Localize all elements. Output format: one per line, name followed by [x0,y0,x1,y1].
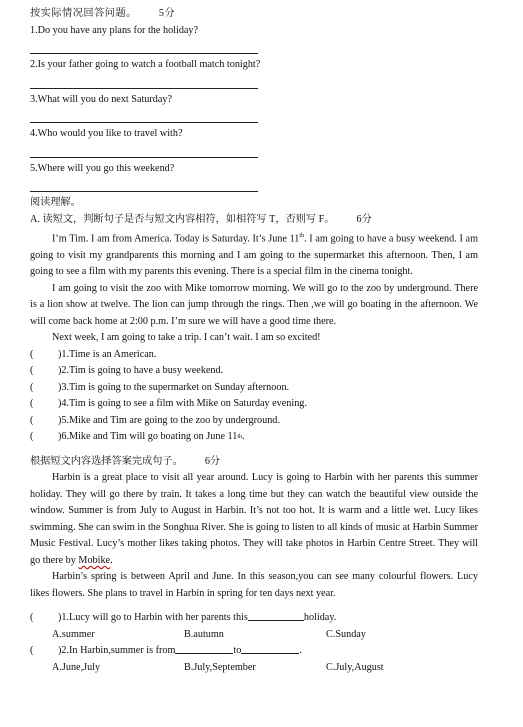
paragraph-text: Harbin is a great place to visit all year around. Lucy is going to Harbin with her parents this summer holiday. They will go there by train. It takes a long time but they can watch the beautiful view outside the window. Summer is from July to August in Harbin. It’s not too hot. It is warm and a little wet. Lucy likes swimming. She can swim in the Songhua River. She is going to listen to all kinds of music at Harbin Summer Music Festival. Lucy’s mother likes taking photos. They will take photos in Harbin Centre Street. They will go there by [30,472,478,566]
section1-title: 按实际情况回答问题。 [30,8,137,19]
question-text: 2.Is your father going to watch a football match tonight? [30,59,261,70]
paren-close: ) [58,431,62,443]
section3-header [30,454,478,471]
choice-options-1 [52,627,478,644]
fill-blank[interactable] [175,643,233,654]
answer-blank[interactable]: ( [30,381,34,393]
question-text: 4.Who would you like to travel with? [30,128,183,139]
part-a-points: 6分 [356,213,372,225]
answer-line[interactable] [30,74,258,89]
answer-blank[interactable]: ( [30,365,34,377]
answer-blank[interactable]: ( [30,431,34,443]
judge-item-3 [30,380,478,397]
option-b[interactable]: B.autumn [184,628,224,640]
paren-close: ) [58,365,62,377]
option-c[interactable]: C.July,August [326,661,384,673]
question-2 [30,57,478,89]
fill-blank[interactable] [248,610,304,621]
superscript: th [237,434,243,441]
question-text: holiday. [303,612,337,624]
answer-blank[interactable]: ( [30,348,34,360]
part-a-header [30,212,478,229]
question-1 [30,23,478,55]
option-c[interactable]: C.Sunday [326,628,366,640]
judge-item-6 [30,429,478,446]
superscript: th [299,233,305,239]
section3-points: 6分 [204,455,221,467]
answer-blank[interactable]: ( [30,612,34,624]
judge-item-2 [30,363,478,380]
paragraph-text: I’m Tim. I am from America. Today is Saturday. It’s June 11 [52,233,300,245]
choice-question-1 [30,610,478,627]
question-text: . [299,645,302,657]
item-text: . [242,431,245,443]
mobike-word: Mobike [78,554,111,566]
paragraph-text: . I am going to have a busy weekend. I am going to visit my grandparents this morning and I am going to the supermarket this afternoon. Then, I am going to see a film with my parents this evening. There is a special film in the cinema tonight. [30,233,478,278]
judge-item-5 [30,413,478,430]
reading-paragraph-1 [30,228,478,281]
paren-close: ) [58,348,62,360]
choice-options-2 [52,660,478,677]
judge-item-1 [30,347,478,364]
item-text: 2.Tim is going to have a busy weekend. [61,365,224,377]
section3-paragraph-2: Harbin’s spring is between April and June. In this season,you can see many colourful flowers. Lucy likes flowers. She plans to travel in Harbin in spring for ten days next year. [30,571,478,599]
part-a-title: A. 读短文，判断句子是否与短文内容相符，如相符写 T，否则写 F。 [30,213,335,225]
item-text: 3.Tim is going to the supermarket on Sunday afternoon. [61,381,290,393]
section3-title: 根据短文内容选择答案完成句子。 [30,455,183,467]
reading-paragraph-3: Next week, I am going to take a trip. I can’t wait. I am so excited! [52,332,321,344]
question-3 [30,92,478,124]
section1-points: 5分 [158,8,176,19]
question-4 [30,126,478,158]
answer-line[interactable] [30,39,258,54]
question-text: )2.In Harbin,summer is from [58,645,176,657]
answer-blank[interactable]: ( [30,398,34,410]
item-text: 4.Tim is going to see a film with Mike on Saturday evening. [61,398,307,410]
choice-question-2 [30,643,478,660]
question-text: 1.Do you have any plans for the holiday? [30,24,199,36]
item-text: 5.Mike and Tim are going to the zoo by underground. [61,414,280,426]
question-text: )1.Lucy will go to Harbin with her parents this [58,612,248,624]
question-5 [30,161,478,193]
question-text: to [233,645,242,657]
answer-blank[interactable]: ( [30,645,34,657]
answer-blank[interactable]: ( [30,414,34,426]
item-text: 1.Time is an American. [61,348,157,360]
section3-paragraph-1 [30,470,478,569]
answer-line[interactable] [30,108,258,123]
section1-header [30,6,478,23]
paren-close: ) [58,381,62,393]
question-text: 3.What will you do next Saturday? [30,93,173,105]
fill-blank[interactable] [241,643,299,654]
option-a[interactable]: A.June,July [52,661,101,673]
question-text: 5.Where will you go this weekend? [30,162,175,174]
option-a[interactable]: A.summer [52,628,95,640]
judge-item-4 [30,396,478,413]
answer-line[interactable] [30,177,258,192]
reading-paragraph-2: I am going to visit the zoo with Mike tomorrow morning. We will go to the zoo by underground. There is a lion show at twelve. The lion can jump through the rings. Then ,we will go boating in the afternoon. We will come back home at 2:00 p.m. I’m sure we will have a good time there. [30,282,478,327]
option-b[interactable]: B.July,September [184,661,256,673]
reading-title: 阅读理解。 [30,197,81,208]
answer-line[interactable] [30,143,258,158]
paragraph-text: . [110,554,113,566]
paren-close: ) [58,414,62,426]
paren-close: ) [58,398,62,410]
item-text: 6.Mike and Tim will go boating on June 11 [61,431,238,443]
worksheet-page [30,6,478,676]
